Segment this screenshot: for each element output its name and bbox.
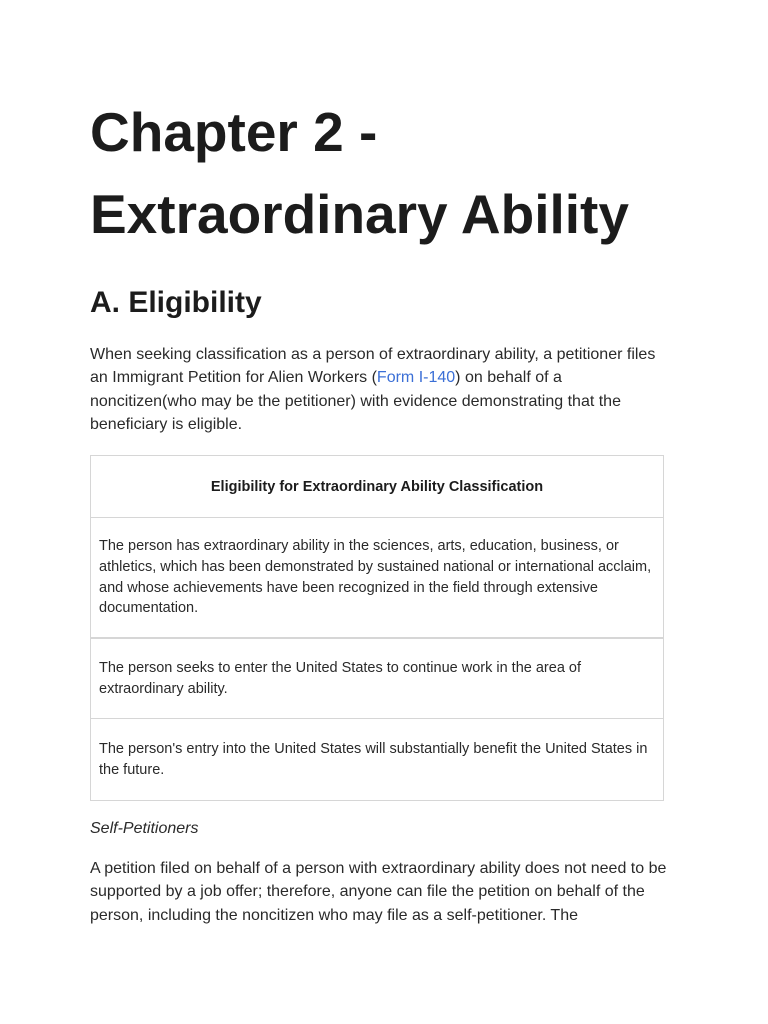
intro-text-before-link: When seeking classification as a person of extraordinary ability, a petitioner files an Immigrant Petition for Alien Workers (: [90, 346, 656, 387]
table-cell: The person has extraordinary ability in the sciences, arts, education, business, or athletics, which has been demonstrated by sustained national or international acclaim, and whose achievements have been recognized in the field through extensive documentation.: [99, 538, 652, 617]
table-header: Eligibility for Extraordinary Ability Classification: [91, 456, 663, 518]
self-petitioners-paragraph: A petition filed on behalf of a person with extraordinary ability does not need to be supported by a job offer; therefore, anyone can file the petition on behalf of the person, including the noncitizen who may file as a self-petitioner. The: [90, 860, 667, 924]
page-title-line-2: Extraordinary Ability: [90, 183, 629, 245]
self-petitioners-subheading: Self-Petitioners: [90, 820, 199, 837]
intro-paragraph: [90, 343, 670, 436]
table-row: [91, 518, 663, 639]
table-row: [91, 639, 663, 719]
section-heading: A. Eligibility: [90, 286, 262, 319]
table-cell: The person's entry into the United States will substantially benefit the United States in the future.: [99, 740, 648, 778]
page-title: [90, 91, 680, 255]
eligibility-table: [90, 455, 664, 801]
page-title-line-1: Chapter 2 -: [90, 101, 378, 163]
intro-text-after-link: ) on behalf of a noncitizen(who may be the petitioner) with evidence demonstrating that the beneficiary is eligible.: [90, 369, 621, 433]
table-row: [91, 719, 663, 800]
table-cell: The person seeks to enter the United States to continue work in the area of extraordinary ability.: [99, 659, 582, 697]
form-i140-link[interactable]: Form I-140: [376, 369, 456, 387]
